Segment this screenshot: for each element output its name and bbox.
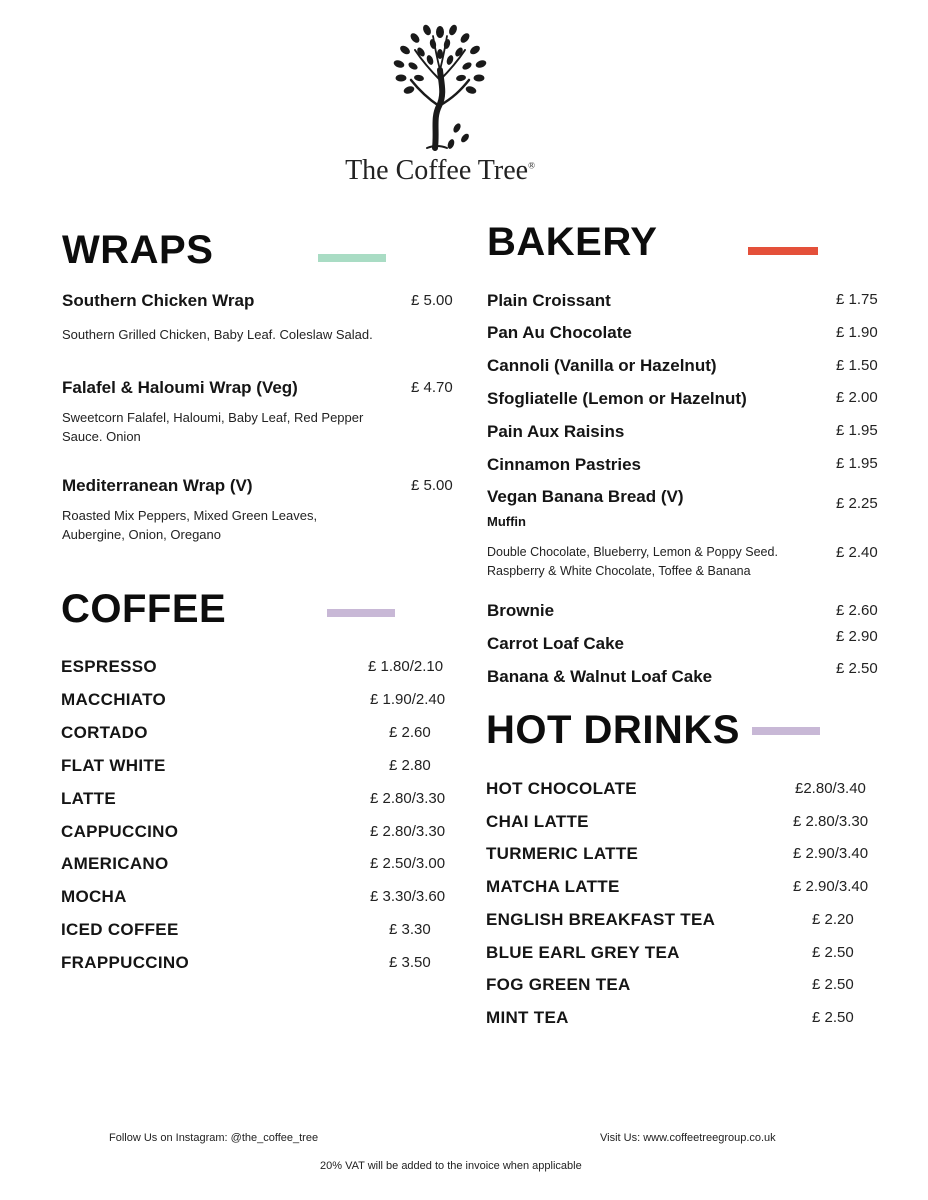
coffee-item-price: £ 2.50/3.00 bbox=[370, 855, 446, 872]
coffee-item-name: CAPPUCCINO bbox=[61, 822, 179, 841]
wrap-item-desc: Sweetcorn Falafel, Haloumi, Baby Leaf, Red Pepper Sauce. Onion bbox=[62, 410, 364, 444]
hot-drink-item-name: CHAI LATTE bbox=[486, 812, 589, 831]
brand-name: The Coffee Tree® bbox=[345, 155, 535, 186]
coffee-item-name: ESPRESSO bbox=[61, 657, 157, 676]
bakery-item-price: £ 2.60 bbox=[836, 602, 878, 619]
bakery-item-name: Vegan Banana Bread (V) bbox=[487, 487, 684, 506]
coffee-item-name: CORTADO bbox=[61, 723, 148, 742]
instagram-link[interactable]: Follow Us on Instagram: @the_coffee_tree bbox=[109, 1132, 319, 1144]
muffin-name: Muffin bbox=[487, 514, 526, 529]
hot-drink-item-price: £ 2.50 bbox=[812, 976, 854, 993]
hot-drink-item-name: MATCHA LATTE bbox=[486, 877, 620, 896]
bakery-item-price: £ 2.00 bbox=[836, 389, 878, 406]
coffee-item-price: £ 3.30/3.60 bbox=[370, 888, 446, 905]
bakery-item-price: £ 1.95 bbox=[836, 422, 878, 439]
coffee-accent-rule bbox=[327, 609, 395, 617]
hot-drink-item-price: £ 2.50 bbox=[812, 944, 854, 961]
bakery-item-price: £ 1.50 bbox=[836, 357, 878, 374]
muffin-desc-line1: Double Chocolate, Blueberry, Lemon & Poppy Seed. bbox=[487, 545, 778, 559]
bakery-item-price: £ 2.90 bbox=[836, 628, 878, 645]
coffee-item-name: LATTE bbox=[61, 789, 117, 808]
brand-logo bbox=[320, 20, 560, 190]
wrap-item-desc: Roasted Mix Peppers, Mixed Green Leaves, Aubergine, Onion, Oregano bbox=[62, 508, 318, 542]
hot-drink-item-name: FOG GREEN TEA bbox=[486, 975, 631, 994]
hot-drink-item-price: £ 2.80/3.30 bbox=[793, 813, 869, 830]
bakery-item-name: Cannoli (Vanilla or Hazelnut) bbox=[487, 356, 717, 375]
bakery-item-name: Brownie bbox=[487, 601, 555, 620]
hot-drink-item-name: MINT TEA bbox=[486, 1008, 569, 1027]
wrap-item-price: £ 5.00 bbox=[411, 477, 453, 494]
coffee-item-name: FRAPPUCCINO bbox=[61, 953, 189, 972]
hot-drink-item-name: TURMERIC LATTE bbox=[486, 844, 639, 863]
hot-drink-item-price: £ 2.90/3.40 bbox=[793, 878, 869, 895]
muffin-desc-line2: Raspberry & White Chocolate, Toffee & Banana bbox=[487, 564, 751, 578]
bakery-title: BAKERY bbox=[487, 220, 658, 264]
wrap-item-name: Southern Chicken Wrap bbox=[62, 291, 255, 310]
vat-note: 20% VAT will be added to the invoice when applicable bbox=[320, 1160, 582, 1172]
bakery-item-name: Pain Aux Raisins bbox=[487, 422, 625, 441]
hot-drinks-title: HOT DRINKS bbox=[486, 708, 740, 752]
bakery-item-price: £ 1.90 bbox=[836, 324, 878, 341]
wraps-title: WRAPS bbox=[62, 228, 214, 272]
coffee-item-name: MOCHA bbox=[61, 887, 127, 906]
bakery-accent-rule bbox=[748, 247, 818, 255]
wrap-item-desc: Southern Grilled Chicken, Baby Leaf. Coleslaw Salad. bbox=[62, 327, 373, 342]
coffee-item-name: MACCHIATO bbox=[61, 690, 167, 709]
hot-drinks-accent-rule bbox=[752, 727, 820, 735]
hot-drink-item-price: £ 2.90/3.40 bbox=[793, 845, 869, 862]
bakery-item-name: Sfogliatelle (Lemon or Hazelnut) bbox=[487, 389, 747, 408]
coffee-tree-icon bbox=[375, 20, 505, 155]
coffee-item-price: £ 1.90/2.40 bbox=[370, 691, 446, 708]
coffee-item-price: £ 3.50 bbox=[389, 954, 431, 971]
bakery-item-price: £ 2.50 bbox=[836, 660, 878, 677]
hot-drink-item-name: HOT CHOCOLATE bbox=[486, 779, 637, 798]
coffee-item-name: AMERICANO bbox=[61, 854, 169, 873]
hot-drink-item-name: ENGLISH BREAKFAST TEA bbox=[486, 910, 716, 929]
bakery-item-price: £ 2.25 bbox=[836, 495, 878, 512]
wraps-accent-rule bbox=[318, 254, 386, 262]
coffee-item-name: FLAT WHITE bbox=[61, 756, 166, 775]
coffee-item-price: £ 3.30 bbox=[389, 921, 431, 938]
hot-drink-item-price: £2.80/3.40 bbox=[795, 780, 866, 797]
bakery-item-price: £ 1.75 bbox=[836, 291, 878, 308]
hot-drink-item-price: £ 2.20 bbox=[812, 911, 854, 928]
wrap-item-name: Mediterranean Wrap (V) bbox=[62, 476, 253, 495]
coffee-title: COFFEE bbox=[61, 587, 227, 631]
bakery-item-name: Pan Au Chocolate bbox=[487, 323, 632, 342]
coffee-item-price: £ 2.80 bbox=[389, 757, 431, 774]
wrap-item-price: £ 4.70 bbox=[411, 379, 453, 396]
wrap-item-price: £ 5.00 bbox=[411, 292, 453, 309]
coffee-item-price: £ 2.60 bbox=[389, 724, 431, 741]
muffin-price: £ 2.40 bbox=[836, 544, 878, 561]
coffee-item-name: ICED COFFEE bbox=[61, 920, 179, 939]
bakery-item-name: Carrot Loaf Cake bbox=[487, 634, 624, 653]
bakery-item-name: Banana & Walnut Loaf Cake bbox=[487, 667, 713, 686]
coffee-item-price: £ 1.80/2.10 bbox=[368, 658, 444, 675]
coffee-item-price: £ 2.80/3.30 bbox=[370, 790, 446, 807]
bakery-item-name: Plain Croissant bbox=[487, 291, 611, 310]
coffee-item-price: £ 2.80/3.30 bbox=[370, 823, 446, 840]
bakery-item-price: £ 1.95 bbox=[836, 455, 878, 472]
bakery-item-name: Cinnamon Pastries bbox=[487, 455, 641, 474]
website-link[interactable]: Visit Us: www.coffeetreegroup.co.uk bbox=[600, 1132, 776, 1144]
hot-drink-item-name: BLUE EARL GREY TEA bbox=[486, 943, 680, 962]
hot-drink-item-price: £ 2.50 bbox=[812, 1009, 854, 1026]
wrap-item-name: Falafel & Haloumi Wrap (Veg) bbox=[62, 378, 298, 397]
